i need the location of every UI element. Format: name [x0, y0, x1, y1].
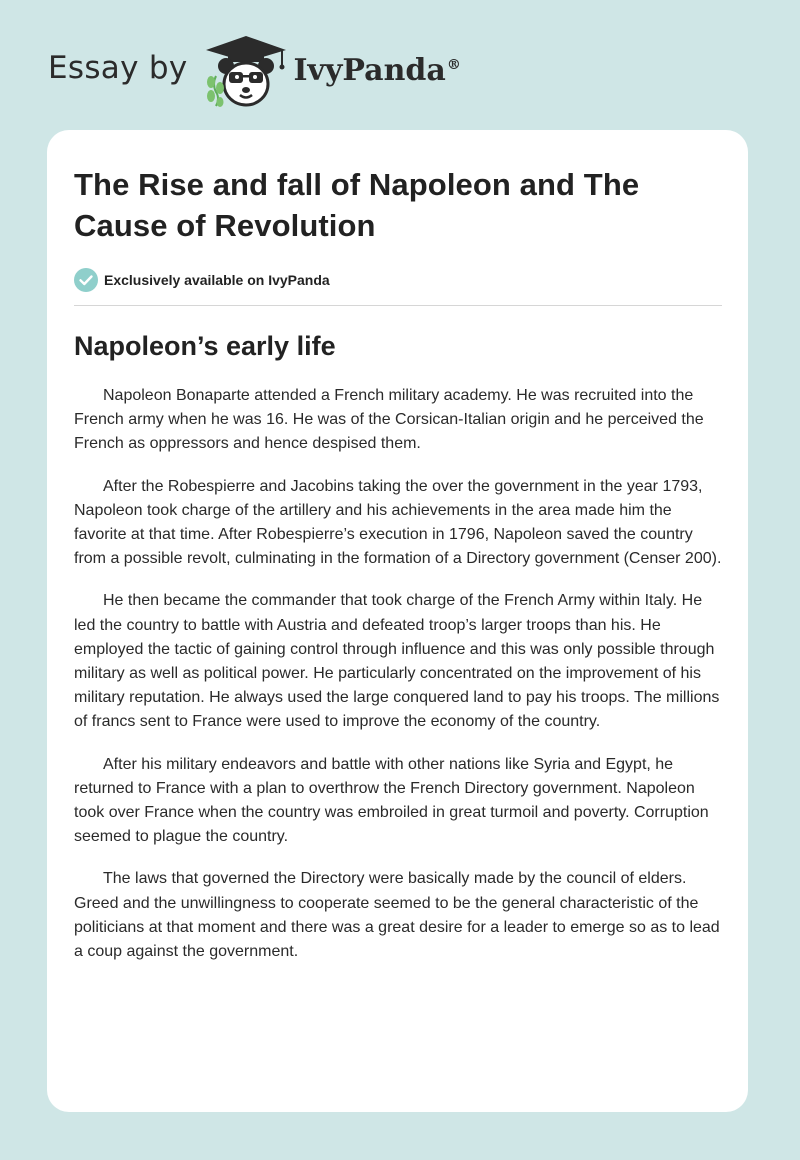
exclusive-badge-label: Exclusively available on IvyPanda: [104, 272, 330, 288]
exclusive-badge: [74, 268, 722, 292]
essay-card: [47, 130, 748, 1112]
essay-by-label: Essay by: [48, 50, 188, 86]
brand-name: [294, 53, 461, 88]
page-title: The Rise and fall of Napoleon and The Cause of Revolution: [74, 167, 640, 243]
paragraph: The laws that governed the Directory were basically made by the council of elders. Greed and the unwillingness to cooperate seemed to be the general characteristic of the politicians at that moment and there was a great desire for a leader to emerge so as to lead a coup against the government.: [74, 870, 720, 961]
section-heading: Napoleon’s early life: [74, 331, 336, 361]
paragraph: Napoleon Bonaparte attended a French military academy. He was recruited into the French army when he was 16. He was of the Corsican-Italian origin and he perceived the French as oppressors and hence despised them.: [74, 387, 704, 453]
check-circle-icon: [74, 268, 98, 292]
registered-mark: ®: [446, 56, 461, 73]
site-header: [48, 32, 461, 112]
paragraph: He then became the commander that took charge of the French Army within Italy. He led the country to battle with Austria and defeated troop’s larger troops than his. He employed the tactic of gaining control through influence and this was only possible through military as well as political power. He particularly concentrated on the improvement of his military reputation. He always used the large conquered land to pay his troops. The millions of francs sent to France were used to improve the economy of the country.: [74, 592, 720, 731]
paragraph: After his military endeavors and battle with other nations like Syria and Egypt, he returned to France with a plan to overthrow the French Directory government. Napoleon took over France when the country was embroiled in great turmoil and poverty. Corruption seemed to plague the country.: [74, 755, 709, 846]
divider: [74, 305, 722, 306]
paragraph: After the Robespierre and Jacobins taking the over the government in the year 1793, Napoleon took charge of the artillery and his achievements in the area made him the favorite at that time. After Robespierre’s execution in 1796, Napoleon saved the country from a possible revolt, culminating in the formation of a Directory government (Censer 200).: [74, 477, 722, 568]
brand-name-text: IvyPanda: [293, 52, 446, 88]
panda-graduate-icon: [202, 32, 290, 112]
